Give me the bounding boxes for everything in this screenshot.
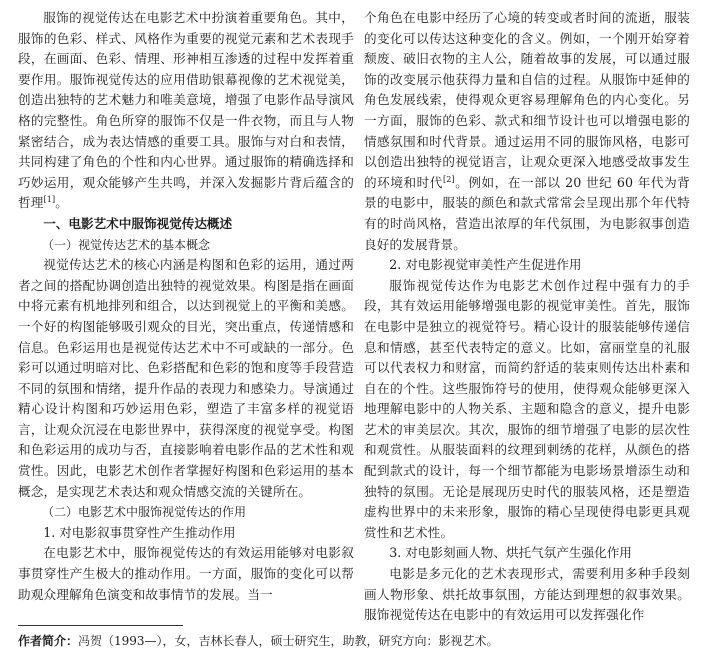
item-heading-character: 3. 对电影刻画人物、烘托气氛产生强化作用 <box>389 545 632 561</box>
continued-text: 个角色在电影中经历了心境的转变或者时间的流逝，服装的变化可以传达这种变化的含义。例如，一个刚开始穿着颓废、破旧衣物的主人公，随着故事的发展，可以通过服饰的改变展示他获得力量和自信的过程。从服饰中延伸的角色发展线索，使得观众更容易理解角色的内心变化。另一方面，服饰的色彩、款式和细节设计也可以增强电影的情感氛围和时代背景。通过运用不同的服饰风格，电影可以创造出独特的视觉语言，让观众更深入地感受故事发生的环境和时代 <box>364 10 690 190</box>
citation-2: [2] <box>442 174 455 184</box>
continued-end: 。例如，在一部以 20 世纪 60 年代为背景的电影中，服装的颜色和款式常常会呈现出那个年代特有的时尚风格，营造出浓厚的年代氛围，为电影叙事创造良好的发展背景。 <box>364 174 690 252</box>
item-heading-aesthetic: 2. 对电影视觉审美性产生促进作用 <box>389 257 582 273</box>
intro-end: 。 <box>55 195 69 211</box>
right-column <box>364 8 690 626</box>
subsection-heading-role: （二）电影艺术中服饰视觉传达的作用 <box>42 505 247 520</box>
item-heading-narrative: 1. 对电影叙事贯穿性产生推动作用 <box>43 524 236 540</box>
aesthetic-paragraph: 服饰视觉传达作为电影艺术创作过程中强有力的手段，其有效运用能够增强电影的视觉审美性。首先，服饰在电影中是独立的视觉符号。精心设计的服装能够传递信息和情感，甚至代表特定的意义。比如，富丽堂皇的礼服可以代表权力和财富，而简约舒适的装束则传达出朴素和自在的个性。这些服饰符号的使用，使得观众能够更深入地理解电影中的人物关系、主题和隐含的意义，提升电影艺术的审美层次。其次，服饰的细节增强了电影的层次性和观赏性。从服装面料的纹理到刺绣的花样，从颜色的搭配到款式的设计，每一个细节都能为电影场景增添生动和独特的氛围。无论是展现历史时代的服装风格，还是塑造虚构世界中的未来形象，服饰的精心呈现使得电影更具观赏性和艺术性。 <box>364 277 690 540</box>
basic-concept-paragraph: 视觉传达艺术的核心内涵是构图和色彩的运用，通过两者之间的搭配协调创造出独特的视觉效果。构图是指在画面中将元素有机地排列和组合，以达到视觉上的平衡和美感。一个好的构图能够吸引观众的目光，突出重点，传递情感和信息。色彩运用也是视觉传达艺术中不可或缺的一部分。色彩可以通过明暗对比、色彩搭配和色彩的饱和度等手段营造不同的氛围和情绪，提升作品的表现力和感染力。导演通过精心设计构图和巧妙运用色彩，塑造了丰富多样的视觉语言，让观众沉浸在电影世界中，获得深度的视觉享受。构图和色彩运用的成功与否，直接影响着电影作品的艺术性和观赏性。因此，电影艺术创作者掌握好构图和色彩运用的基本概念，是实现艺术表达和观众情感交流的关键所在。 <box>18 257 354 499</box>
author-footnote <box>18 633 698 649</box>
character-paragraph: 电影是多元化的艺术表现形式，需要利用多种手段刻画人物形象、烘托故事氛围，方能达到理想的叙事效果。服饰视觉传达在电影中的有效运用可以发挥强化作 <box>364 566 690 623</box>
footnote-label: 作者简介： <box>18 634 79 648</box>
footnote-divider <box>18 625 183 626</box>
subsection-heading-basic-concept: （一）视觉传达艺术的基本概念 <box>42 237 211 252</box>
narrative-paragraph: 在电影艺术中，服饰视觉传达的有效运用能够对电影叙事贯穿性产生极大的推动作用。一方面，服饰的变化可以帮助观众理解角色演变和故事情节的发展。当一 <box>18 545 354 602</box>
intro-paragraph <box>18 8 354 214</box>
continued-paragraph <box>364 8 690 255</box>
footnote-text: 冯贺（1993—），女，吉林长春人，硕士研究生，助教，研究方向：影视艺术。 <box>78 634 499 648</box>
citation-1: [1] <box>43 195 56 205</box>
section-heading-1: 一、电影艺术中服饰视觉传达概述 <box>43 215 233 231</box>
intro-text: 服饰的视觉传达在电影艺术中扮演着重要角色。其中，服饰的色彩、样式、风格作为重要的视觉元素和艺术表现手段，在画面、色彩、情理、形神相互渗透的过程中发挥着重要作用。服饰视觉传达的应用借助银幕视像的艺术视觉美，创造出独特的艺术魅力和唯美意境，增强了电影作品导演风格的完整性。角色所穿的服饰不仅是一件衣物，而且与人物紧密结合，成为表达情感的重要工具。服饰与对白和表情，共同构建了角色的个性和内心世界。通过服饰的精确选择和巧妙运用，观众能够产生共鸣，并深入发掘影片背后蕴含的哲理 <box>18 10 354 211</box>
left-column <box>18 8 354 605</box>
